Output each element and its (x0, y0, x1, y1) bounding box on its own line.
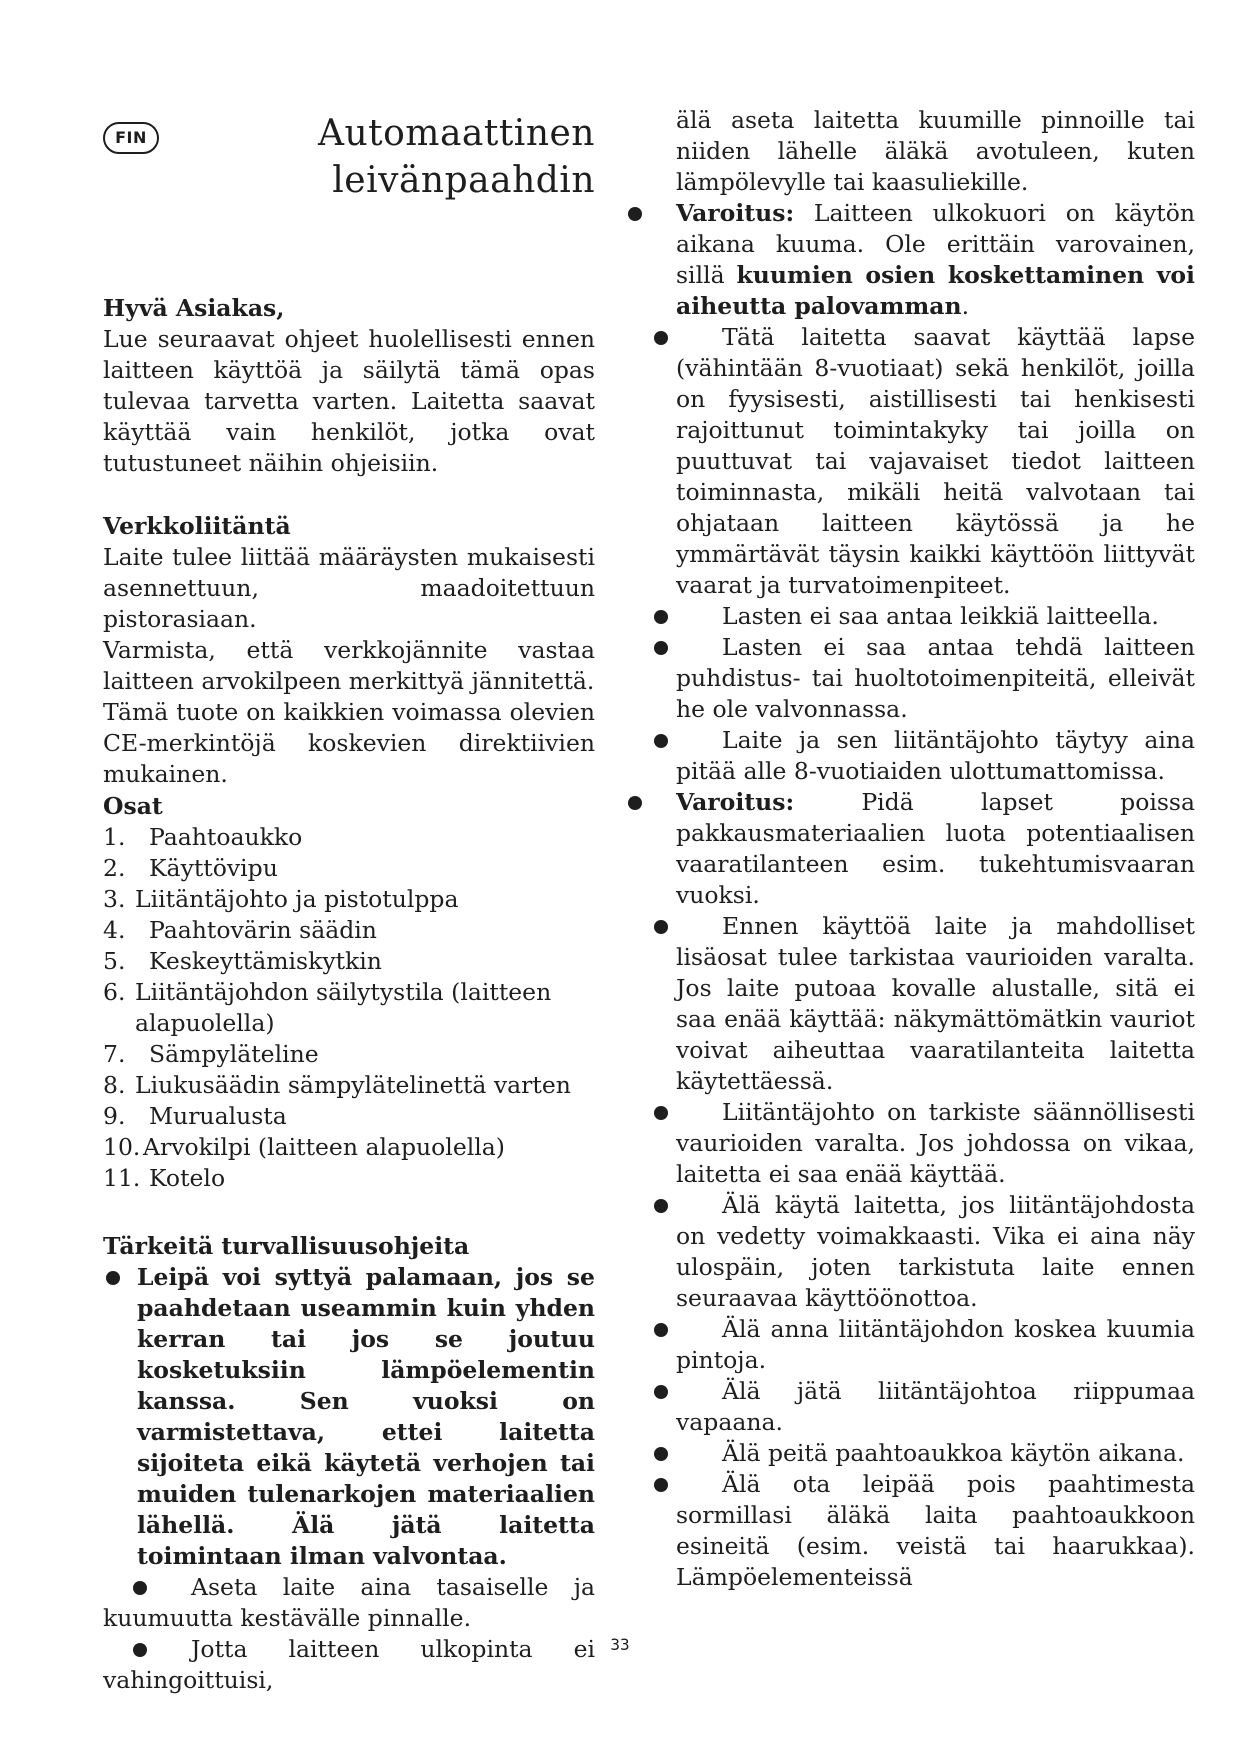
warning-1-emphasis: kuumien osien koskettaminen voi aiheutta palovamman (676, 261, 1195, 320)
bullet-dot (628, 207, 642, 221)
parts-list-item (103, 884, 595, 915)
safety-2-content: Liitäntäjohto on tarkiste säännöllisesti vaurioiden varalta. Jos johdossa on vikaa, laitetta ei saa enää käyttää. (676, 1098, 1195, 1188)
child-2-content: Lasten ei saa antaa leikkiä laitteella. (722, 602, 1159, 630)
warning-1-body: Laitteen ulkokuori on käytön aikana kuuma. Ole erittäin varovainen, sillä (676, 199, 1195, 289)
safety-sub-text-1 (103, 1572, 595, 1634)
part-number: 4. (103, 916, 126, 944)
safety-bullet-4 (640, 1314, 1195, 1376)
safety-bullet-6 (640, 1438, 1195, 1469)
safety-1-text (676, 911, 1195, 1097)
part-label: Murualusta (149, 1102, 287, 1130)
part-label: Liukusäädin sämpylätelinettä varten (135, 1071, 571, 1099)
child-3-text (676, 632, 1195, 725)
safety-bullet-7 (640, 1469, 1195, 1593)
child-3-content: Lasten ei saa antaa tehdä laitteen puhdistus- tai huoltotoimenpiteitä, elleivät he ole valvonnassa. (676, 633, 1195, 723)
page-title (300, 110, 595, 204)
child-bullet-3 (640, 632, 1195, 725)
intro-body: Lue seuraavat ohjeet huolellisesti ennen laitteen käyttöä ja säilytä tämä opas tulevaa tarvetta varten. Laitetta saavat käyttää vain henkilöt, jotka ovat tutustuneet näihin ohjeisiin. (103, 325, 595, 477)
child-2-text (676, 601, 1195, 632)
part-number: 3. (103, 885, 126, 913)
warning-bullet-2 (640, 787, 1195, 911)
language-badge-fin: FIN (103, 122, 159, 154)
safety-5-text (676, 1376, 1195, 1438)
bullet-dot (654, 641, 668, 655)
safety-bullet-1 (640, 911, 1195, 1097)
bullet-dot (654, 610, 668, 624)
child-bullet-2 (640, 601, 1195, 632)
parts-list-item (103, 1070, 595, 1101)
safety-bullet-2 (640, 1097, 1195, 1190)
part-label: Arvokilpi (laitteen alapuolella) (143, 1133, 505, 1161)
safety-bullet-5 (640, 1376, 1195, 1438)
safety-sub-text-2 (103, 1634, 595, 1696)
child-bullet-4 (640, 725, 1195, 787)
safety-6-content: Älä peitä paahtoaukkoa käytön aikana. (722, 1439, 1185, 1467)
parts-list-item (103, 946, 595, 977)
safety-2-text (676, 1097, 1195, 1190)
warning-2-label: Varoitus: (676, 788, 795, 816)
parts-list-item (103, 977, 595, 1039)
bullet-dot (654, 1447, 668, 1461)
intro-heading: Hyvä Asiakas, (103, 294, 285, 322)
part-number: 10. (103, 1133, 141, 1161)
safety-heading: Tärkeitä turvallisuusohjeita (103, 1232, 470, 1260)
bullet-dot (654, 1478, 668, 1492)
safety-main-bullet (103, 1262, 595, 1572)
continuation-block (640, 105, 1195, 198)
bullet-dot (654, 734, 668, 748)
network-paragraph-1: Laite tulee liittää määräysten mukaisesti asennettuun, maadoitettuun pistorasiaan. (103, 543, 595, 633)
network-paragraph-3: Tämä tuote on kaikkien voimassa olevien CE-merkintöjä koskevien direktiivien mukainen. (103, 698, 595, 788)
child-4-content: Laite ja sen liitäntäjohto täytyy aina pitää alle 8-vuotiaiden ulottumattomissa. (676, 726, 1195, 785)
parts-list-item (103, 822, 595, 853)
part-label: Kotelo (149, 1164, 226, 1192)
bullet-dot (628, 796, 642, 810)
parts-list-item (103, 853, 595, 884)
title-line-1: Automaattinen (317, 113, 595, 154)
safety-4-content: Älä anna liitäntäjohdon koskea kuumia pintoja. (676, 1315, 1195, 1374)
title-line-2: leivänpaahdin (332, 160, 595, 201)
parts-list-item (103, 1101, 595, 1132)
safety-5-content: Älä jätä liitäntäjohtoa riippumaa vapaana. (676, 1377, 1195, 1436)
bullet-dot (654, 1385, 668, 1399)
right-column (640, 105, 1195, 1593)
bullet-dot (654, 331, 668, 345)
network-section (103, 511, 595, 790)
parts-list-item (103, 1132, 595, 1163)
part-number: 7. (103, 1040, 126, 1068)
safety-7-content: Älä ota leipää pois paahtimesta sormillasi äläkä laita paahtoaukkoon esineitä (esim. veistä tai haarukkaa). Lämpöelementeissä (676, 1470, 1195, 1591)
part-number: 8. (103, 1071, 126, 1099)
part-number: 9. (103, 1102, 126, 1130)
bullet-dot (654, 1323, 668, 1337)
part-label: Paahtovärin säädin (149, 916, 377, 944)
parts-heading: Osat (103, 792, 163, 820)
warning-bullet-1 (640, 198, 1195, 322)
part-label: Käyttövipu (149, 854, 278, 882)
safety-1-content: Ennen käyttöä laite ja mahdolliset lisäosat tulee tarkistaa vaurioiden varalta. Jos laite putoaa kovalle alustalle, sitä ei saa enää käyttää: näkymättömätkin vauriot voivat aiheuttaa vaaratilanteita laitetta käytettäessä. (676, 912, 1195, 1095)
part-label: Liitäntäjohdon säilytystila (laitteen alapuolella) (135, 978, 552, 1037)
warning-1-end: . (961, 292, 970, 320)
part-label: Sämpyläteline (149, 1040, 319, 1068)
bullet-dot (654, 1199, 668, 1213)
safety-3-text (676, 1190, 1195, 1314)
safety-6-text (676, 1438, 1195, 1469)
safety-7-text (676, 1469, 1195, 1593)
parts-list-item (103, 1039, 595, 1070)
bullet-dot (654, 920, 668, 934)
part-label: Keskeyttämiskytkin (149, 947, 382, 975)
warning-1-text (676, 198, 1195, 322)
part-label: Paahtoaukko (149, 823, 303, 851)
safety-bullet-3 (640, 1190, 1195, 1314)
parts-list-item (103, 915, 595, 946)
warning-2-text (676, 787, 1195, 911)
continuation-text: älä aseta laitetta kuumille pinnoille tai niiden lähelle äläkä avotuleen, kuten lämpölevylle tai kaasuliekille. (676, 106, 1195, 196)
part-number: 2. (103, 854, 126, 882)
safety-3-content: Älä käytä laitetta, jos liitäntäjohdosta on vedetty voimakkaasti. Vika ei aina näy ulospäin, joten tarkistuta laite ennen seuraavaa käyttöönottoa. (676, 1191, 1195, 1312)
part-number: 1. (103, 823, 126, 851)
page-number: 33 (610, 1635, 630, 1654)
warning-2-body: Pidä lapset poissa pakkausmateriaalien luota potentiaalisen vaaratilanteen esim. tukehtumisvaaran vuoksi. (676, 788, 1195, 909)
safety-sub-2-content: Jotta laitteen ulkopinta ei vahingoittuisi, (103, 1635, 595, 1694)
safety-4-text (676, 1314, 1195, 1376)
safety-section (103, 1231, 595, 1696)
safety-sub-bullet (103, 1634, 595, 1696)
bullet-dot (654, 1106, 668, 1120)
bullet-dot (106, 1271, 120, 1285)
child-1-content: Tätä laitetta saavat käyttää lapse (vähintään 8-vuotiaat) sekä henkilöt, joilla on fyysisesti, aistillisesti tai henkisesti rajoittunut toimintakyky tai joilla on puuttuvat tai vajavaiset tiedot laitteen toiminnasta, mikäli heitä valvotaan tai ohjataan laitteen käytössä ja he ymmärtävät täysin kaikki käyttöön liittyvät vaarat ja turvatoimenpiteet. (676, 323, 1195, 599)
safety-sub-1-content: Aseta laite aina tasaiselle ja kuumuutta kestävälle pinnalle. (103, 1573, 595, 1632)
child-4-text (676, 725, 1195, 787)
safety-main-text: Leipä voi syttyä palamaan, jos se paahdetaan useammin kuin yhden kerran tai jos se joutuu kosketuksiin lämpöelementin kanssa. Sen vuoksi on varmistettava, ettei laitetta sijoiteta eikä käytetä verhojen tai muiden tulenarkojen materiaalien lähellä. Älä jätä laitetta toimintaan ilman valvontaa. (137, 1263, 595, 1570)
part-number: 11. (103, 1164, 141, 1192)
parts-section (103, 791, 595, 1194)
bullet-dot (133, 1581, 147, 1595)
intro-section (103, 293, 595, 479)
part-number: 5. (103, 947, 126, 975)
part-label: Liitäntäjohto ja pistotulppa (135, 885, 459, 913)
network-paragraph-2: Varmista, että verkkojännite vastaa laitteen arvokilpeen merkittyä jännitettä. (103, 636, 595, 695)
child-bullet-1 (640, 322, 1195, 601)
safety-sub-bullet (103, 1572, 595, 1634)
child-1-text (676, 322, 1195, 601)
warning-1-label: Varoitus: (676, 199, 795, 227)
network-heading: Verkkoliitäntä (103, 512, 291, 540)
part-number: 6. (103, 978, 126, 1006)
parts-list-item (103, 1163, 595, 1194)
bullet-dot (133, 1643, 147, 1657)
parts-list (103, 822, 595, 1194)
